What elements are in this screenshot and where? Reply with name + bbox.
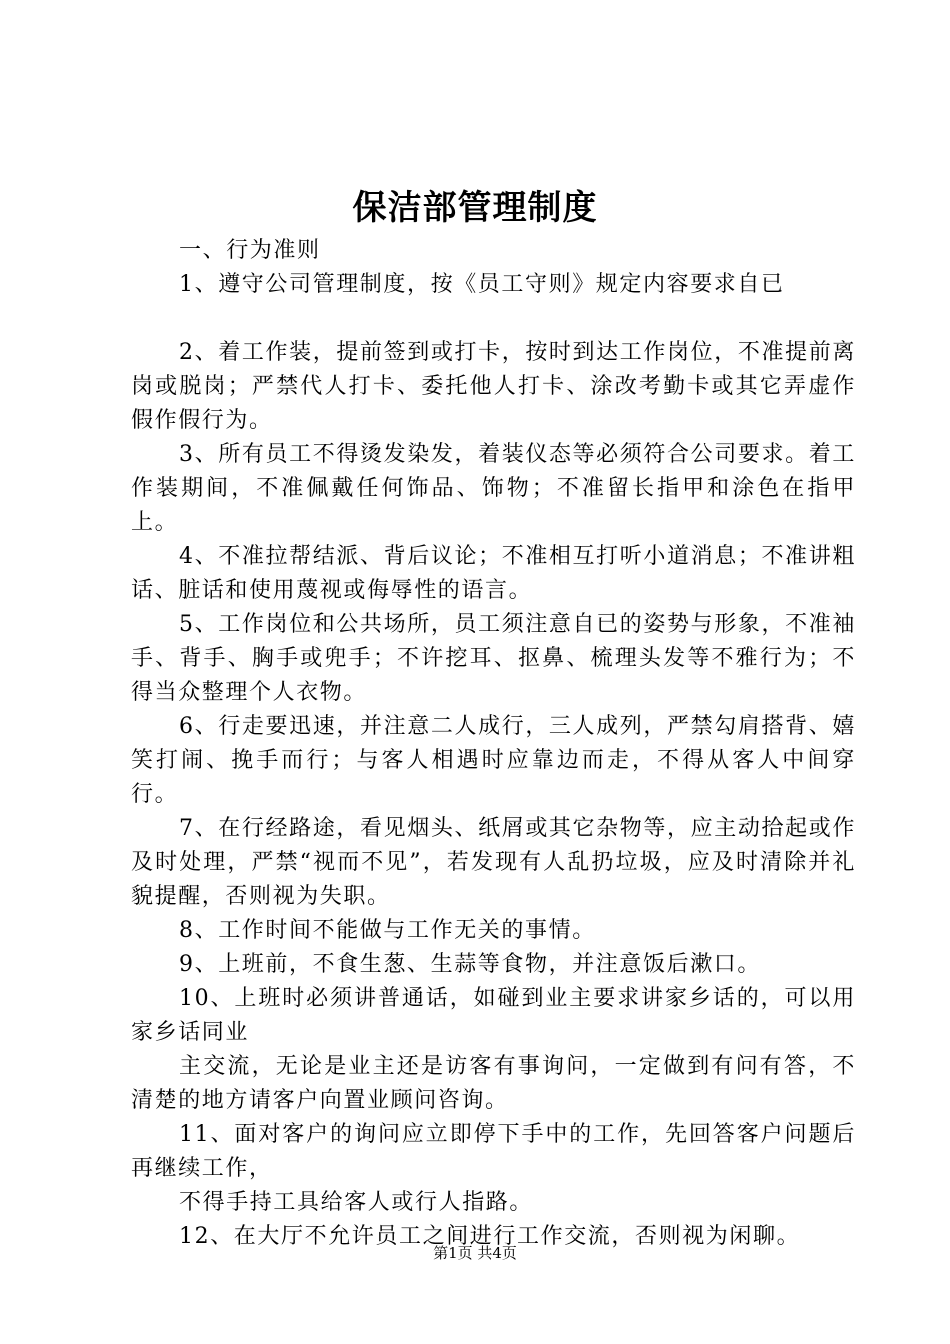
document-title: 保洁部管理制度	[352, 188, 598, 228]
paragraph-4: 4、不准拉帮结派、背后议论；不准相互打听小道消息；不准讲粗话、脏话和使用蔑视或侮辱性的语言。	[131, 544, 856, 603]
paragraph-6: 6、行走要迅速，并注意二人成行，三人成列，严禁勾肩搭背、嬉笑打闹、挽手而行；与客人相遇时应靠边而走，不得从客人中间穿行。	[131, 714, 856, 807]
paragraph-12: 12、在大厅不允许员工之间进行工作交流，否则视为闲聊。	[179, 1224, 801, 1249]
section-heading: 一、行为准则	[179, 238, 321, 263]
paragraph-10-continued: 主交流，无论是业主还是访客有事询问，一定做到有问有答，不清楚的地方请客户向置业顾问咨询。	[131, 1054, 856, 1113]
page-number: 第1页 共4页	[433, 1244, 517, 1262]
document-body	[131, 234, 856, 1254]
paragraph-3: 3、所有员工不得烫发染发，着装仪态等必须符合公司要求。着工作装期间，不准佩戴任何饰品、饰物；不准留长指甲和涂色在指甲上。	[131, 442, 856, 535]
paragraph-10: 10、上班时必须讲普通话，如碰到业主要求讲家乡话的，可以用家乡话同业	[131, 986, 856, 1045]
paragraph-8: 8、工作时间不能做与工作无关的事情。	[179, 918, 596, 943]
paragraph-5: 5、工作岗位和公共场所，员工须注意自已的姿势与形象，不准袖手、背手、胸手或兜手；不许挖耳、抠鼻、梳理头发等不雅行为；不得当众整理个人衣物。	[131, 612, 856, 705]
paragraph-1: 1、遵守公司管理制度，按《员工守则》规定内容要求自已	[179, 272, 785, 297]
paragraph-11-continued: 不得手持工具给客人或行人指路。	[179, 1190, 534, 1215]
paragraph-9: 9、上班前，不食生葱、生蒜等食物，并注意饭后漱口。	[179, 952, 761, 977]
paragraph-11: 11、面对客户的询问应立即停下手中的工作，先回答客户问题后再继续工作，	[131, 1122, 856, 1181]
paragraph-7: 7、在行经路途，看见烟头、纸屑或其它杂物等，应主动拾起或作及时处理，严禁“视而不见”，若发现有人乱扔垃圾，应及时清除并礼貌提醒，否则视为失职。	[131, 816, 856, 909]
paragraph-2: 2、着工作装，提前签到或打卡，按时到达工作岗位，不准提前离岗或脱岗；严禁代人打卡、委托他人打卡、涂改考勤卡或其它弄虚作假作假行为。	[131, 340, 856, 433]
blank-line	[131, 302, 856, 336]
